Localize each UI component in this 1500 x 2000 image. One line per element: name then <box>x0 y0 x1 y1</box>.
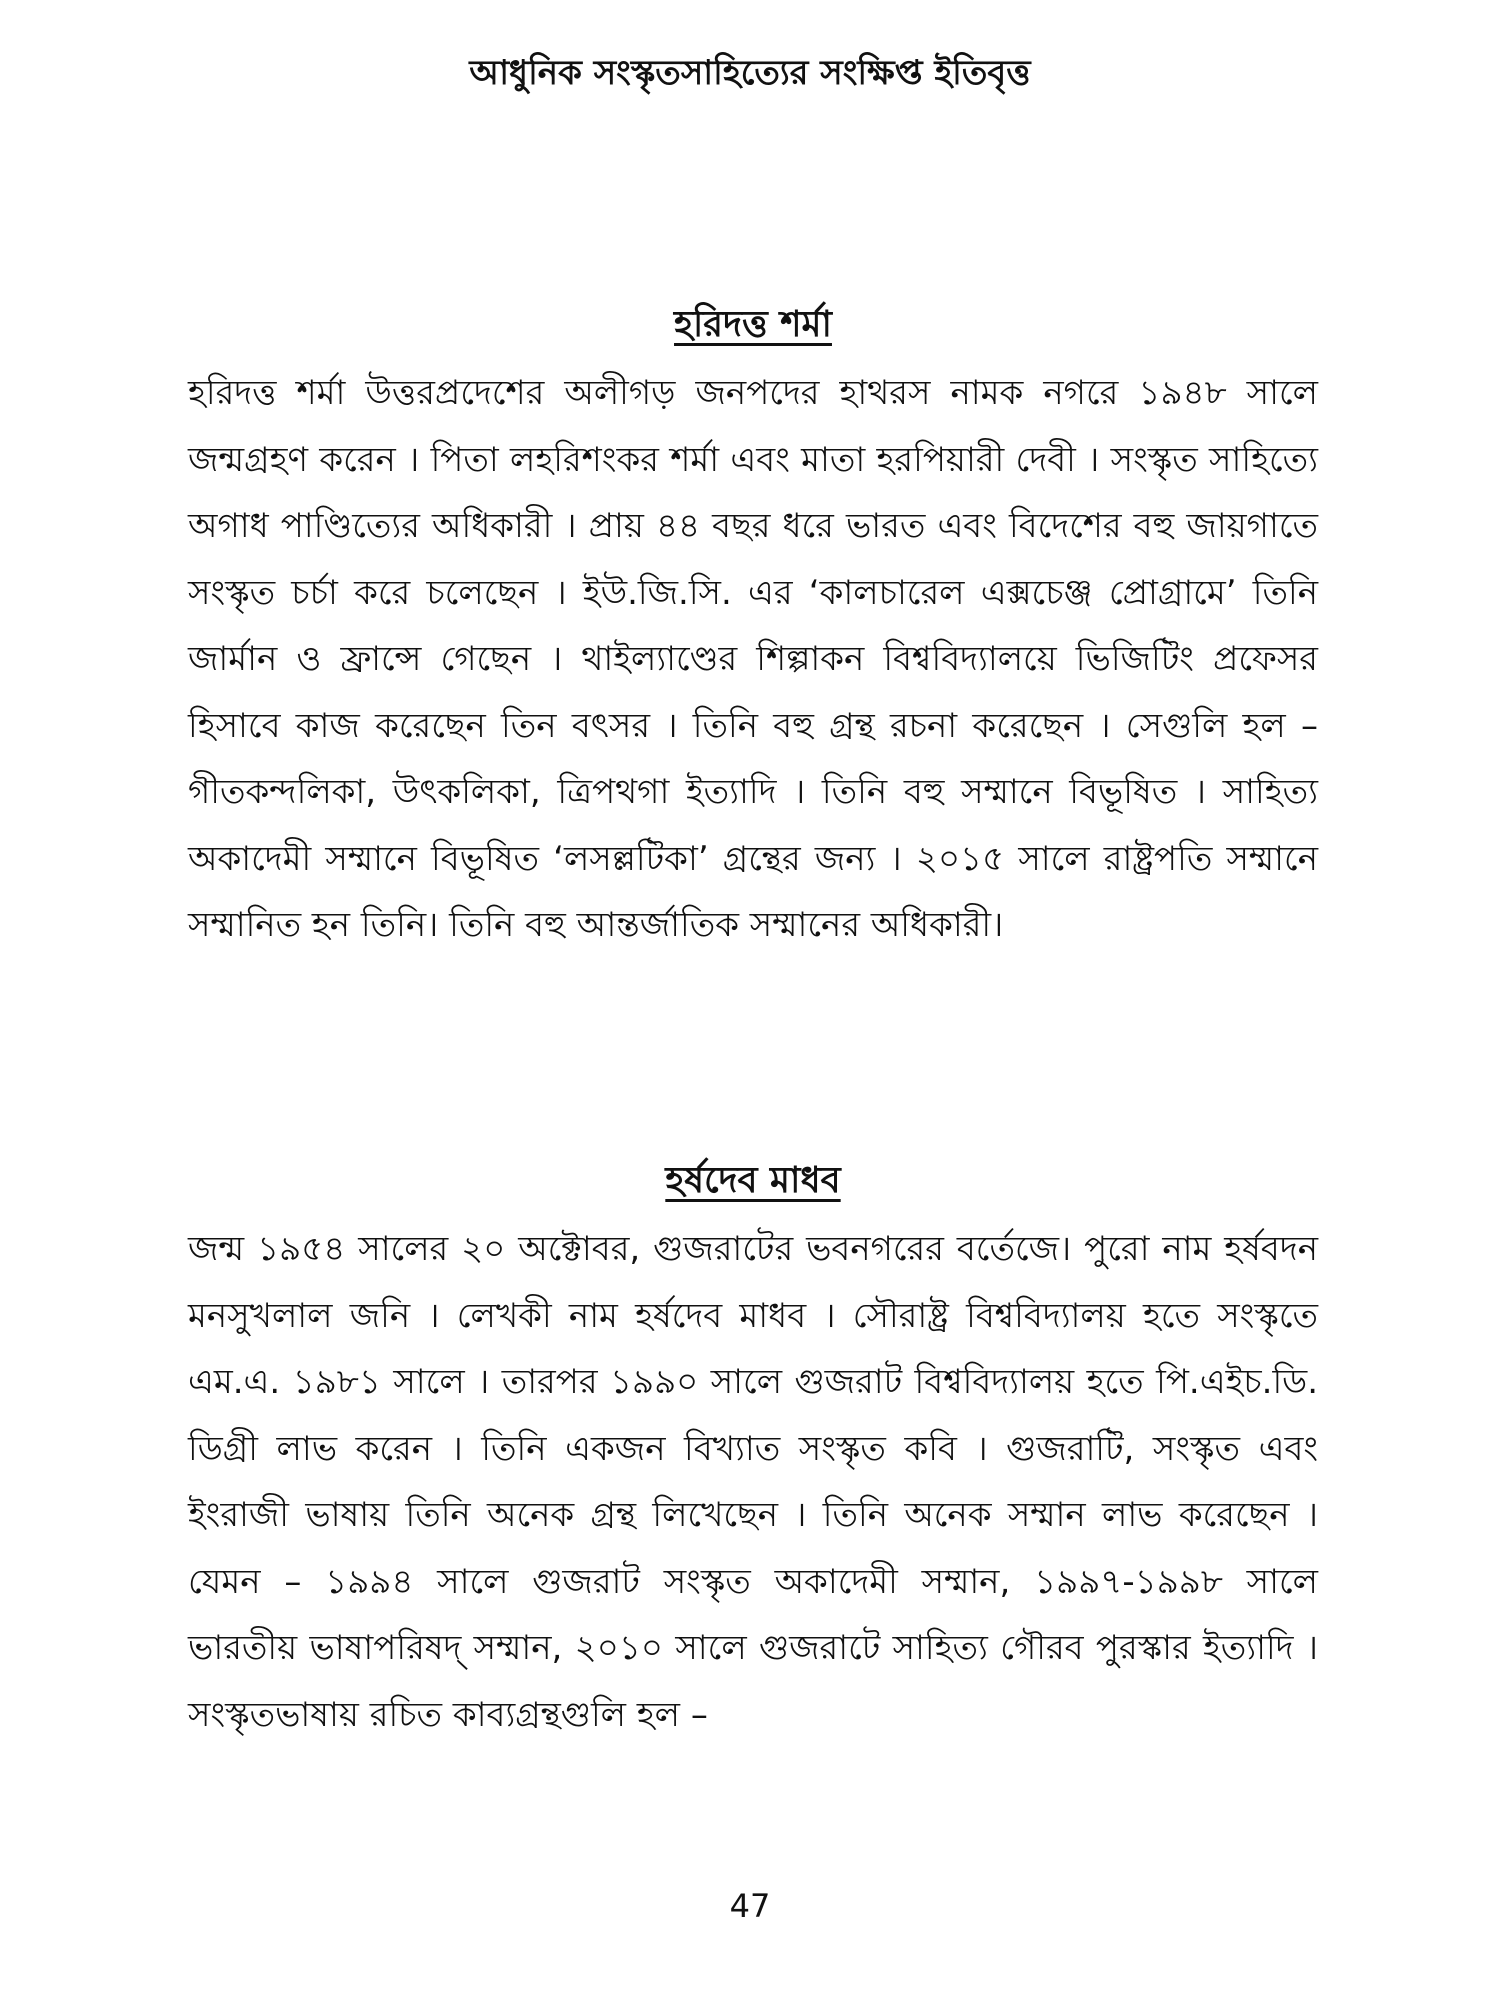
running-header: আধুনিক সংস্কৃতসাহিত্যের সংক্ষিপ্ত ইতিবৃত্ত <box>469 53 1031 93</box>
page-number: 47 <box>729 1887 771 1925</box>
section-paragraph: জন্ম ১৯৫৪ সালের ২০ অক্টোবর, গুজরাটের ভবনগরের বর্তেজে। পুরো নাম হর্ষবদন মনসুখলাল জনি । লেখকী নাম হর্ষদেব মাধব । সৌরাষ্ট্র বিশ্ববিদ্যালয় হতে সংস্কৃতে এম.এ. ১৯৮১ সালে । তারপর ১৯৯০ সালে গুজরাট বিশ্ববিদ্যালয় হতে পি.এইচ.ডি. ডিগ্রী লাভ করেন । তিনি একজন বিখ্যাত সংস্কৃত কবি । গুজরাটি, সংস্কৃত এবং ইংরাজী ভাষায় তিনি অনেক গ্রন্থ লিখেছেন । তিনি অনেক সম্মান লাভ করেছেন । যেমন – ১৯৯৪ সালে গুজরাট সংস্কৃত অকাদেমী সম্মান, ১৯৯৭-১৯৯৮ সালে ভারতীয় ভাষাপরিষদ্ সম্মান, ২০১০ সালে গুজরাটে সাহিত্য গৌরব পুরস্কার ইত্যাদি । সংস্কৃতভাষায় রচিত কাব্যগ্রন্থগুলি হল – <box>188 1229 1318 1735</box>
section-paragraph: হরিদত্ত শর্মা উত্তরপ্রদেশের অলীগড় জনপদের হাথরস নামক নগরে ১৯৪৮ সালে জন্মগ্রহণ করেন । পিতা লহরিশংকর শর্মা এবং মাতা হরপিয়ারী দেবী । সংস্কৃত সাহিত্যে অগাধ পাণ্ডিত্যের অধিকারী । প্রায় ৪৪ বছর ধরে ভারত এবং বিদেশের বহু জায়গাতে সংস্কৃত চর্চা করে চলেছেন । ইউ.জি.সি. এর ‘কালচারেল এক্সচেঞ্জ প্রোগ্রামে’ তিনি জার্মান ও ফ্রান্সে গেছেন । থাইল্যাণ্ডের শিল্পাকন বিশ্ববিদ্যালয়ে ভিজিটিং প্রফেসর হিসাবে কাজ করেছেন তিন বৎসর । তিনি বহু গ্রন্থ রচনা করেছেন । সেগুলি হল – গীতকন্দলিকা, উৎকলিকা, ত্রিপথগা ইত্যাদি । তিনি বহু সম্মানে বিভূষিত । সাহিত্য অকাদেমী সম্মানে বিভূষিত ‘লসল্লটিকা’ গ্রন্থের জন্য । ২০১৫ সালে রাষ্ট্রপতি সম্মানে সম্মানিত হন তিনি। তিনি বহু আন্তর্জাতিক সম্মানের অধিকারী। <box>188 373 1318 945</box>
section-heading: হর্ষদেব মাধব <box>665 1160 841 1201</box>
section-haridatta-sharma <box>188 296 1318 959</box>
section-harshadev-madhav <box>188 1152 1318 1748</box>
section-heading: হরিদত্ত শর্মা <box>674 304 832 345</box>
